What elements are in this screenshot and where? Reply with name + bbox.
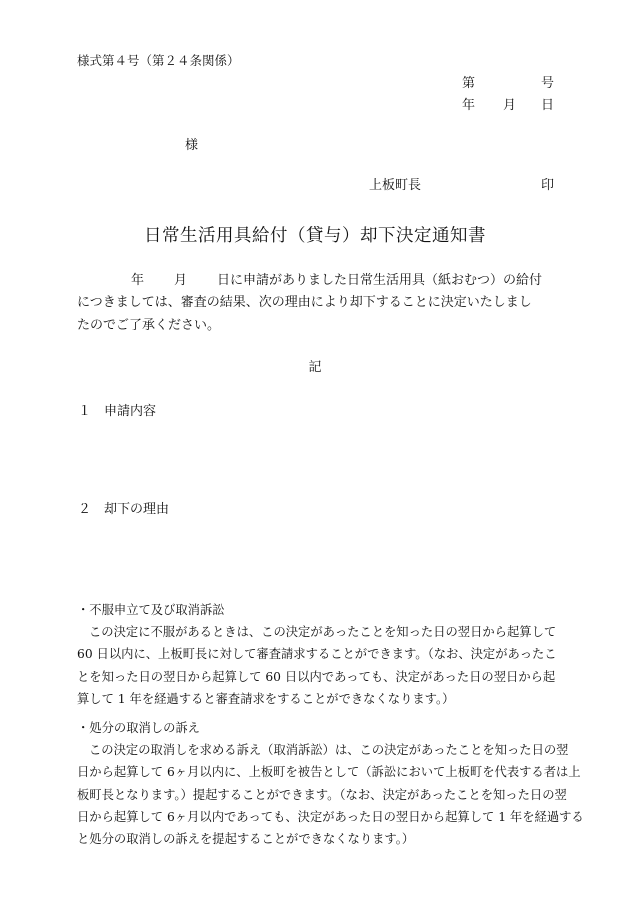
body-date-year: 年: [131, 273, 145, 288]
notice-line: この決定の取消しを求める訴え（取消訴訟）は、この決定があったことを知った日の翌: [89, 743, 569, 758]
section-label: 却下の理由: [104, 502, 170, 517]
notice-line: と処分の取消しの訴えを提起することができなくなります。）: [77, 832, 415, 847]
issuer-name: 上板町長: [369, 178, 422, 193]
notice-line: 60 日以内に、上板町長に対して審査請求することができます。（なお、決定があったこ: [77, 647, 557, 662]
body-line-1-text: 日に申請がありました日常生活用具（紙おむつ）の給付: [217, 273, 543, 288]
body-paragraph: [77, 270, 559, 337]
notice-line: この決定に不服があるときは、この決定があったことを知った日の翌日から起算して: [89, 625, 557, 640]
notice-heading: ・処分の取消しの訴え: [77, 721, 200, 735]
date-day-label: 日: [541, 98, 555, 113]
date-year-label: 年: [462, 98, 476, 113]
notice-revocation-suit: [77, 717, 584, 850]
section-label: 申請内容: [104, 404, 157, 419]
notice-heading: ・不服申立て及び取消訴訟: [77, 603, 225, 617]
notice-appeal: [77, 599, 559, 710]
body-line-2: につきましては、審査の結果、次の理由により却下することに決定いたしまし: [77, 295, 532, 311]
section-number: １: [78, 404, 92, 419]
section-number: ２: [78, 502, 92, 517]
body-line-1: [77, 270, 559, 292]
form-number: 様式第４号（第２４条関係）: [77, 53, 240, 68]
body-line-3: たのでご了承ください。: [77, 317, 221, 333]
seal-mark: 印: [541, 178, 555, 193]
notice-line: 板町長となります。）提起することができます。（なお、決定があったことを知った日の翌: [77, 787, 567, 802]
document-title: 日常生活用具給付（貸与）却下決定通知書: [144, 226, 486, 246]
notice-line: 日から起算して 6ヶ月以内であっても、決定があった日の翌日から起算して 1 年を経過する: [77, 809, 584, 824]
notice-line: 算して 1 年を経過すると審査請求をすることができなくなります。）: [77, 691, 455, 706]
notice-line: とを知った日の翌日から起算して 60 日以内であっても、決定があった日の翌日から起: [77, 669, 556, 684]
doc-number-suffix: 号: [541, 76, 555, 91]
addressee-suffix: 様: [185, 138, 199, 153]
section-rejection-reason: [78, 498, 169, 517]
doc-number-label: 第: [462, 76, 476, 91]
body-date-month: 月: [174, 273, 188, 288]
date-month-label: 月: [503, 98, 517, 113]
ki-marker: 記: [308, 360, 322, 375]
notice-line: 日から起算して 6ヶ月以内に、上板町を被告として（訴訟において上板町を代表する者は上: [77, 765, 581, 780]
section-application-content: [78, 400, 156, 419]
